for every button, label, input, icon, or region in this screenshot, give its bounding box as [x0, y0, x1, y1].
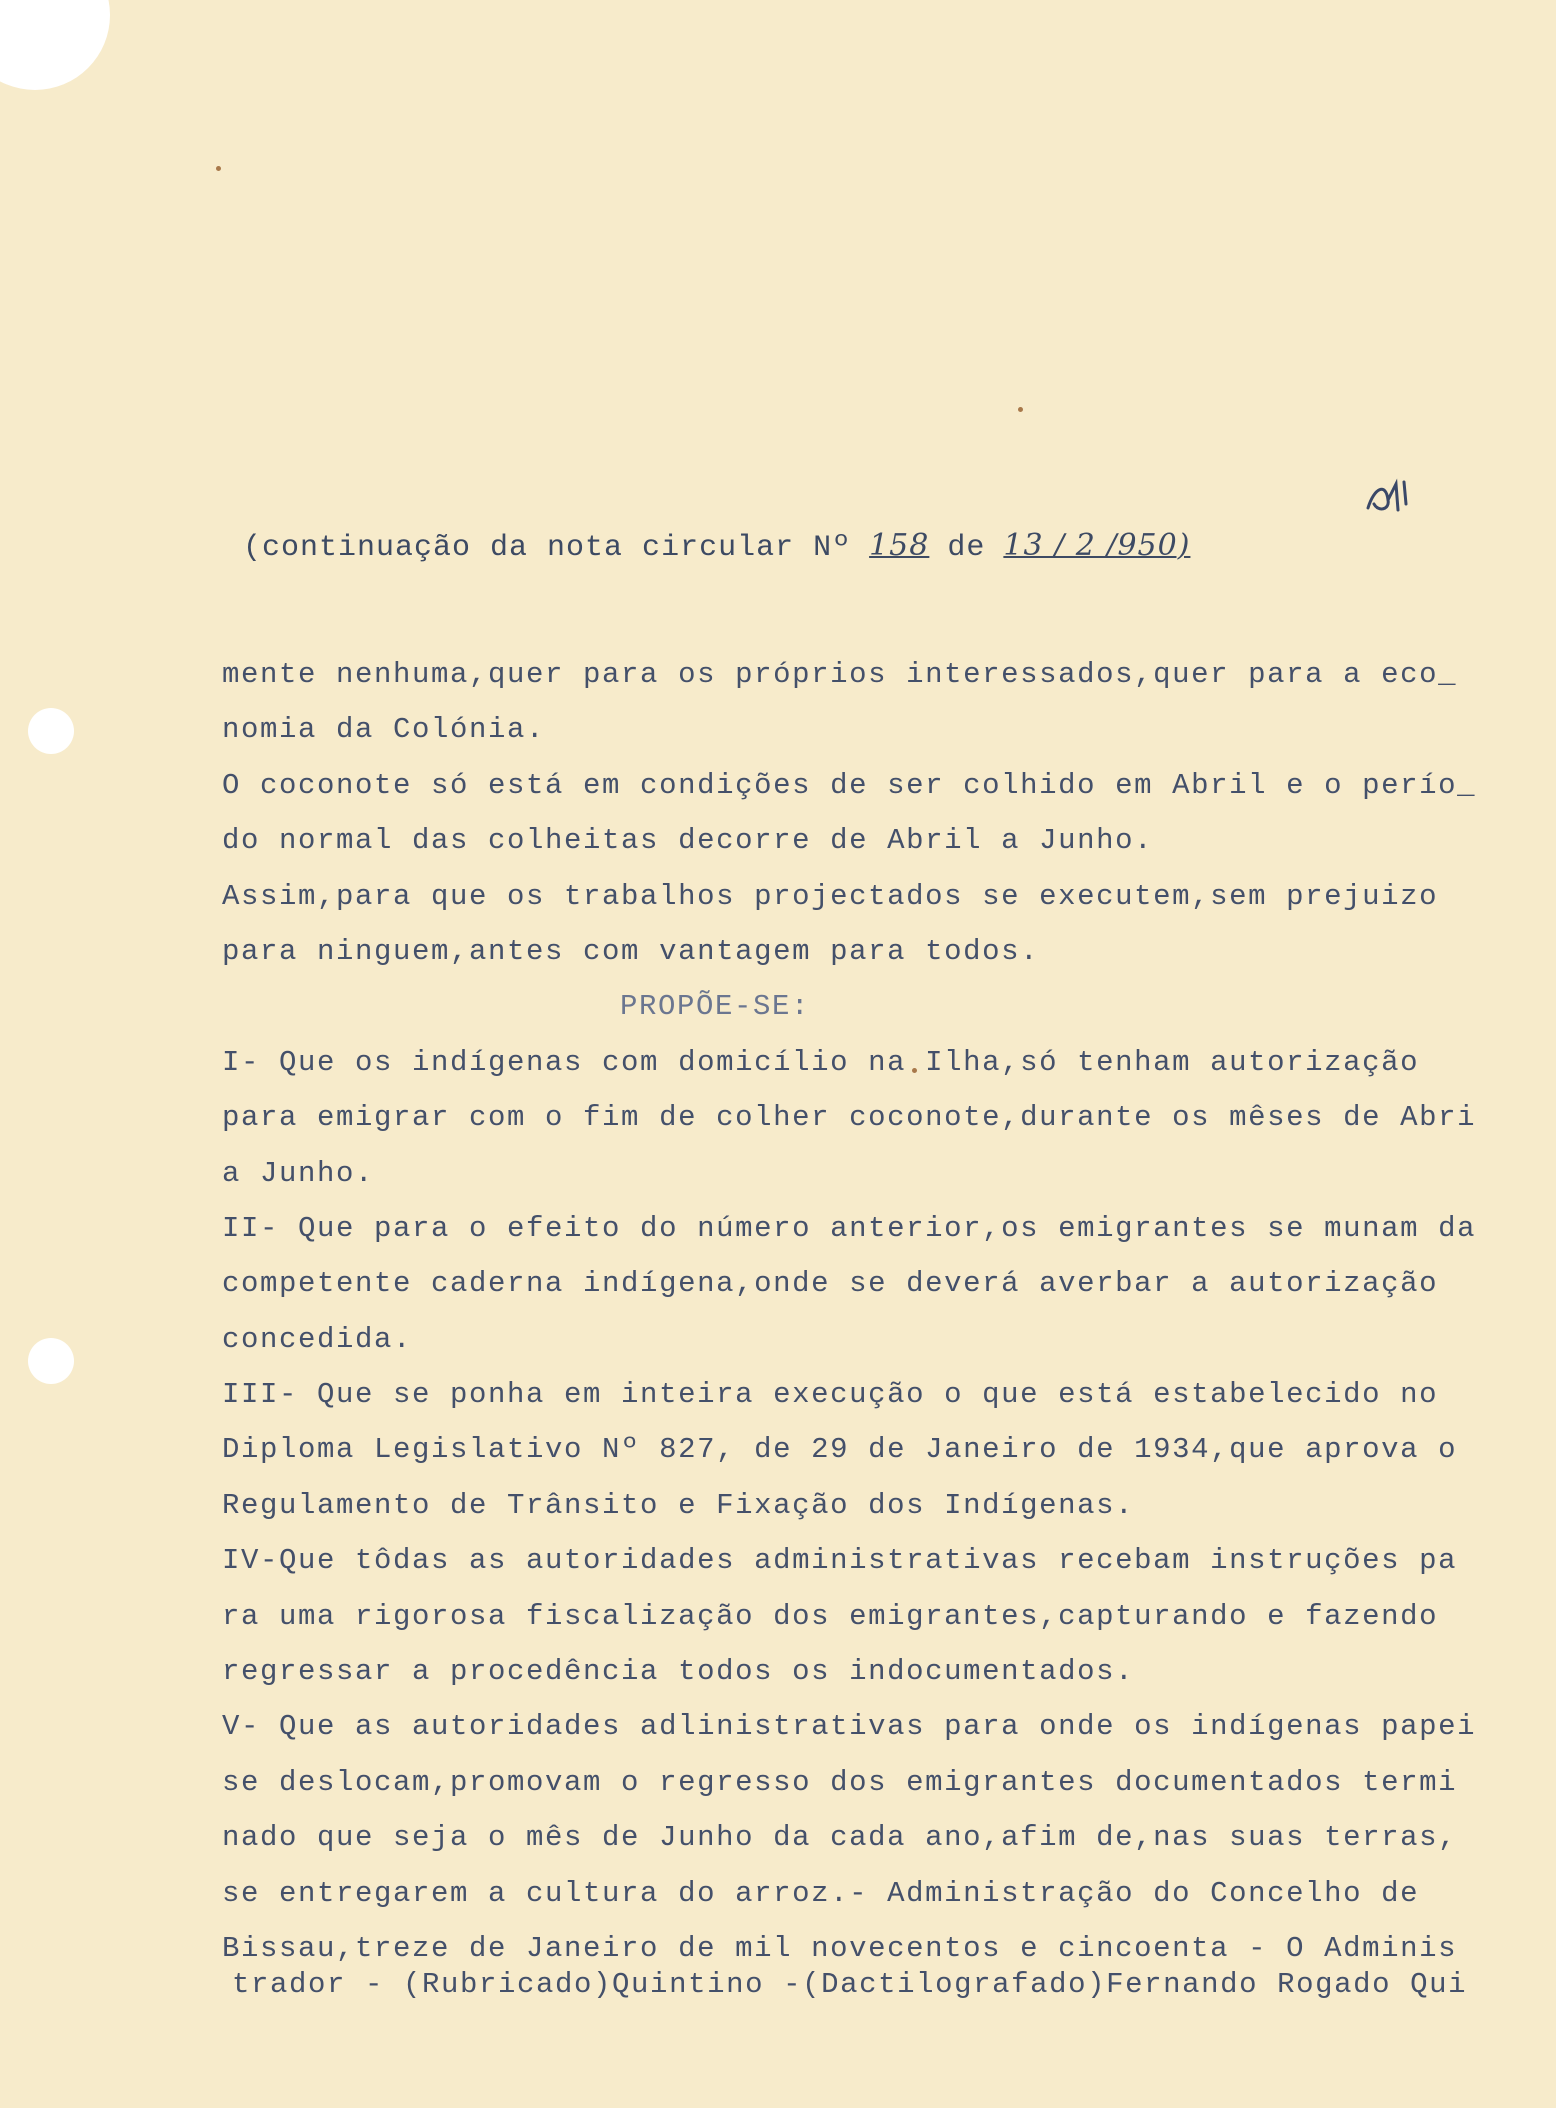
text-line: III- Que se ponha em inteira execução o que está estabelecido no	[222, 1378, 1439, 1412]
text-line: se deslocam,promovam o regresso dos emigrantes documentados termi	[222, 1765, 1458, 1799]
text-line: Diploma Legislativo Nº 827, de 29 de Janeiro de 1934,que aprova o	[222, 1433, 1458, 1467]
text-line: concedida.	[222, 1322, 413, 1356]
body-text	[222, 658, 1522, 1987]
text-line: competente caderna indígena,onde se deverá averbar a autorização	[222, 1267, 1439, 1301]
paper-speck	[1018, 407, 1023, 412]
proposal-heading: PROPÕE-SE:	[620, 990, 811, 1024]
text-line: do normal das colheitas decorre de Abril a Junho.	[222, 824, 1154, 858]
torn-corner	[0, 0, 110, 90]
punch-hole	[28, 1338, 74, 1384]
text-line: a Junho.	[222, 1156, 375, 1190]
text-line: Regulamento de Trânsito e Fixação dos Indígenas.	[222, 1488, 1135, 1522]
text-line: se entregarem a cultura do arroz.- Administração do Concelho de	[222, 1876, 1420, 1910]
circular-date: 13 / 2 /950)	[1003, 528, 1191, 563]
text-line: mente nenhuma,quer para os próprios interessados,quer para a eco_	[222, 658, 1458, 691]
heading-de: de	[947, 531, 986, 565]
text-line: para emigrar com o fim de colher coconote,durante os mêses de Abri	[222, 1101, 1477, 1135]
heading-prefix: (continuação da nota circular Nº	[243, 531, 852, 565]
text-line: I- Que os indígenas com domicílio na Ilha,só tenham autorização	[222, 1045, 1420, 1079]
text-line: para ninguem,antes com vantagem para todos.	[222, 934, 1040, 968]
text-line: ra uma rigorosa fiscalização dos emigrantes,capturando e fazendo	[222, 1599, 1439, 1633]
closing-line: trador - (Rubricado)Quintino -(Dactilografado)Fernando Rogado Qui	[232, 1968, 1468, 2001]
text-line: IV-Que tôdas as autoridades administrativas recebam instruções pa	[222, 1544, 1458, 1578]
text-line: Assim,para que os trabalhos projectados se executem,sem prejuizo	[222, 879, 1439, 913]
text-line: O coconote só está em condições de ser colhido em Abril e o perío_	[222, 768, 1477, 802]
handwritten-page-mark	[1360, 470, 1420, 520]
text-line: V- Que as autoridades adlinistrativas para onde os indígenas papei	[222, 1710, 1477, 1744]
text-line: II- Que para o efeito do número anterior,os emigrantes se munam da	[222, 1211, 1477, 1245]
punch-hole	[28, 708, 74, 754]
text-line: nado que seja o mês de Junho da cada ano,afim de,nas suas terras,	[222, 1821, 1458, 1855]
circular-number: 158	[869, 528, 930, 563]
text-line: Bissau,treze de Janeiro de mil novecentos e cincoenta - O Adminis	[222, 1931, 1458, 1965]
text-line: regressar a procedência todos os indocumentados.	[222, 1655, 1135, 1689]
continuation-heading	[243, 528, 1208, 565]
paper-speck	[216, 166, 221, 171]
text-line: nomia da Colónia.	[222, 713, 546, 747]
